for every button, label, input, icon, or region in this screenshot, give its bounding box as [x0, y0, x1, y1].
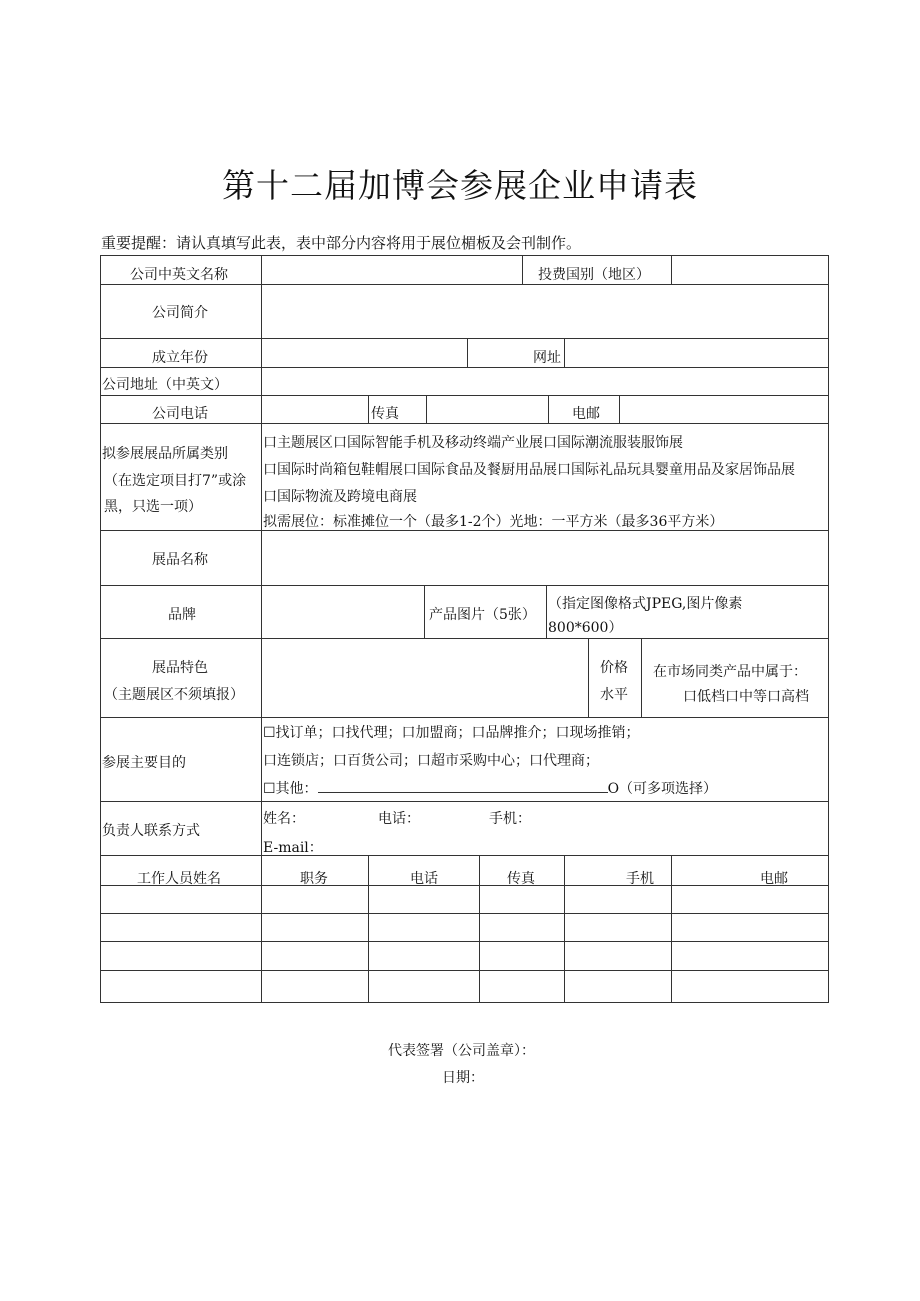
- contact-email-label: E-mail：: [263, 840, 323, 856]
- website-field[interactable]: [566, 340, 827, 366]
- intro-label: 公司简介: [152, 305, 208, 321]
- staff-header-position: 职务: [300, 871, 328, 887]
- staff-header-phone: 电话: [410, 871, 438, 887]
- signature-label: 代表签署（公司盖章）：: [388, 1043, 535, 1059]
- company-name-field[interactable]: [263, 257, 520, 283]
- pic-spec-line2: 800*600）: [548, 620, 623, 636]
- features-field[interactable]: [263, 640, 587, 716]
- category-label-3: 黑，只选一项）: [104, 499, 202, 515]
- category-options-line2[interactable]: 口国际时尚箱包鞋帽展口国际食品及餐厨用品展口国际礼品玩具婴童用品及家居饰品展: [263, 462, 795, 478]
- purpose-other-note: O（可多项选择）: [607, 781, 718, 797]
- website-label: 网址: [533, 350, 561, 366]
- category-options-line3[interactable]: 口国际物流及跨境电商展: [263, 489, 417, 505]
- market-position-label: 在市场同类产品中属于：: [653, 664, 807, 680]
- phone-label: 公司电话: [152, 406, 208, 422]
- category-options-line1[interactable]: 口主题展区口国际智能手机及移动终端产业展口国际潮流服装服饰展: [263, 435, 683, 451]
- address-field[interactable]: [263, 369, 827, 394]
- price-label-2: 水平: [600, 687, 628, 703]
- brand-field[interactable]: [263, 587, 423, 637]
- purpose-options-line2[interactable]: 口连锁店；口百货公司；口超市采购中心；口代理商；: [263, 753, 599, 769]
- contact-tel-label: 电话：: [378, 811, 420, 827]
- booth-requirement: 拟需展位：标准摊位一个（最多1-2个）光地：一平方米（最多36平方米）: [263, 514, 724, 530]
- notice-text: 重要提醒：请认真填写此表，表中部分内容将用于展位楣板及会刊制作。: [101, 234, 582, 252]
- features-note: （主题展区不须填报）: [104, 687, 244, 703]
- phone-field[interactable]: [263, 397, 367, 422]
- market-position-options[interactable]: 口低档口中等口高档: [683, 689, 809, 705]
- staff-row[interactable]: [101, 971, 828, 1002]
- date-label: 日期：: [442, 1070, 484, 1086]
- staff-header-mobile: 手机: [626, 871, 654, 887]
- staff-header-email: 电邮: [760, 871, 788, 887]
- invest-country-field[interactable]: [673, 257, 827, 283]
- founded-label: 成立年份: [152, 350, 208, 366]
- company-name-label: 公司中英文名称: [130, 267, 228, 283]
- category-label-2: （在选定项目打7”或涂: [104, 473, 247, 489]
- product-pics-label: 产品图片（5张）: [429, 607, 536, 623]
- email-field[interactable]: [621, 397, 827, 422]
- invest-country-label: 投费国别（地区）: [538, 267, 650, 283]
- category-label-1: 拟参展展品所属类别: [102, 446, 228, 462]
- email-label: 电邮: [572, 406, 600, 422]
- purpose-label: 参展主要目的: [102, 755, 186, 771]
- staff-header-fax: 传真: [507, 871, 535, 887]
- staff-row[interactable]: [101, 886, 828, 913]
- intro-field[interactable]: [263, 286, 827, 337]
- product-name-label: 展品名称: [152, 552, 208, 568]
- price-label-1: 价格: [600, 660, 628, 676]
- page-title: 第十二届加博会参展企业申请表: [222, 166, 698, 205]
- fax-field[interactable]: [428, 397, 547, 422]
- contact-label: 负责人联系方式: [102, 823, 200, 839]
- fax-label: 传真: [371, 406, 399, 422]
- staff-header-name: 工作人员姓名: [137, 871, 221, 887]
- address-label: 公司地址（中英文）: [102, 377, 228, 393]
- pic-spec-line1: （指定图像格式JPEG,图片像素: [548, 596, 743, 612]
- product-name-field[interactable]: [263, 532, 827, 584]
- brand-label: 品牌: [168, 607, 196, 623]
- staff-row[interactable]: [101, 914, 828, 941]
- purpose-other-blank[interactable]: [318, 782, 608, 793]
- contact-name-label: 姓名：: [263, 811, 305, 827]
- founded-field[interactable]: [263, 340, 466, 366]
- purpose-options-line1[interactable]: ☐找订单；口找代理；口加盟商；口品牌推介；口现场推销；: [263, 725, 640, 741]
- contact-mobile-label: 手机：: [489, 811, 531, 827]
- features-label: 展品特色: [152, 660, 208, 676]
- purpose-other-label: ☐其他：: [263, 781, 318, 797]
- purpose-other[interactable]: [263, 778, 717, 798]
- staff-row[interactable]: [101, 942, 828, 970]
